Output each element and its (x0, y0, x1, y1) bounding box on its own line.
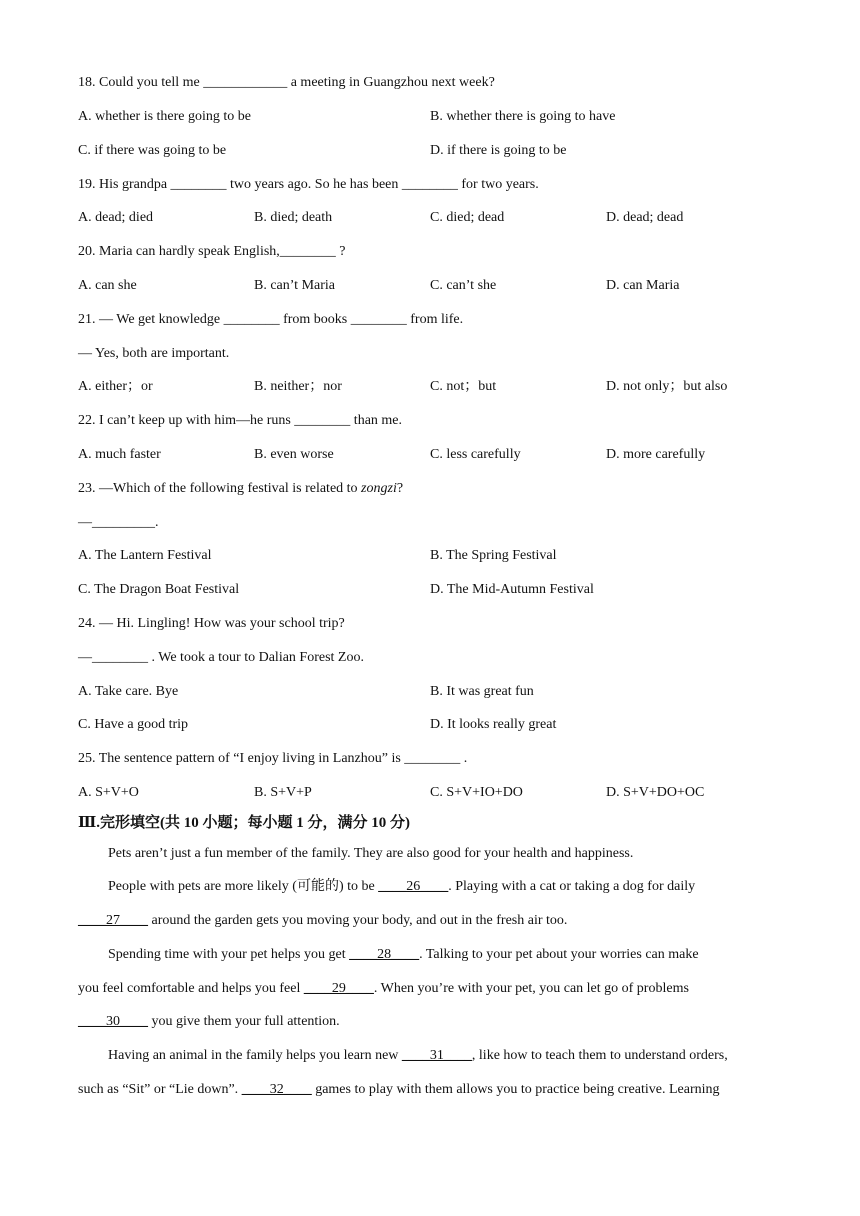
passage-text: People with pets are more likely (可能的) to be (108, 879, 379, 894)
blank-26: ____26____ (378, 879, 449, 894)
q22-option-c: C. less carefully (430, 447, 521, 462)
question-19-stem: 19. His grandpa ________ two years ago. So he has been ________ for two years. (78, 177, 539, 192)
q19-option-c: C. died; dead (430, 210, 505, 225)
q21-option-d: D. not only；but also (606, 379, 728, 394)
q23-stem-italic: zongzi (361, 481, 397, 496)
passage-line-3 (78, 912, 567, 930)
passage-line-5 (78, 980, 689, 998)
passage-text: you feel comfortable and helps you feel (78, 981, 304, 996)
q20-option-a: A. can she (78, 278, 137, 293)
passage-text: , like how to teach them to understand orders, (471, 1048, 728, 1063)
q23-option-a: A. The Lantern Festival (78, 548, 212, 563)
q19-option-d: D. dead; dead (606, 210, 684, 225)
question-24-reply: —________ . We took a tour to Dalian Forest Zoo. (78, 650, 364, 665)
question-21-stem: 21. — We get knowledge ________ from books ________ from life. (78, 312, 464, 327)
question-20-stem: 20. Maria can hardly speak English,________ ? (78, 244, 346, 259)
question-24-stem: 24. — Hi. Lingling! How was your school trip? (78, 616, 345, 631)
passage-text: games to play with them allows you to practice being creative. Learning (311, 1082, 720, 1097)
question-25-stem: 25. The sentence pattern of “I enjoy living in Lanzhou” is ________ . (78, 751, 468, 766)
q20-option-d: D. can Maria (606, 278, 680, 293)
q23-option-c: C. The Dragon Boat Festival (78, 582, 240, 597)
passage-line-8 (78, 1081, 720, 1099)
q19-option-a: A. dead; died (78, 210, 154, 225)
passage-line-2 (108, 878, 695, 896)
q21-option-a: A. either；or (78, 379, 153, 394)
q18-option-a: A. whether is there going to be (78, 109, 252, 124)
passage-text: . Talking to your pet about your worries can make (419, 947, 699, 962)
q25-option-a: A. S+V+O (78, 785, 139, 800)
q21-option-b: B. neither；nor (254, 379, 342, 394)
q24-option-d: D. It looks really great (430, 717, 557, 732)
q21-option-c: C. not；but (430, 379, 497, 394)
blank-28: ____28____ (349, 947, 420, 962)
q22-option-a: A. much faster (78, 447, 161, 462)
blank-32: ____32____ (241, 1082, 312, 1097)
question-22-stem: 22. I can’t keep up with him—he runs ________ than me. (78, 413, 403, 428)
q25-option-b: B. S+V+P (254, 785, 312, 800)
passage-text: around the garden gets you moving your body, and out in the fresh air too. (148, 913, 568, 928)
passage-text: Spending time with your pet helps you get (108, 947, 350, 962)
blank-31: ____31____ (401, 1048, 472, 1063)
q22-option-b: B. even worse (254, 447, 334, 462)
question-23-reply: —_________. (78, 515, 159, 530)
q24-option-b: B. It was great fun (430, 684, 534, 699)
q20-option-b: B. can’t Maria (254, 278, 335, 293)
question-18-stem: 18. Could you tell me ____________ a meeting in Guangzhou next week? (78, 75, 495, 90)
q18-option-d: D. if there is going to be (430, 143, 567, 158)
passage-text: such as “Sit” or “Lie down”. (78, 1082, 242, 1097)
passage-paragraph-1: Pets aren’t just a fun member of the family. They are also good for your health and happiness. (108, 846, 634, 861)
passage-text: Having an animal in the family helps you learn new (108, 1048, 402, 1063)
q23-stem-end: ? (396, 481, 404, 496)
blank-30: ____30____ (78, 1014, 148, 1029)
passage-text: . Playing with a cat or taking a dog for daily (448, 879, 696, 894)
q23-option-b: B. The Spring Festival (430, 548, 557, 563)
q25-option-d: D. S+V+DO+OC (606, 785, 705, 800)
passage-text: . When you’re with your pet, you can let go of problems (373, 981, 689, 996)
section-3-title: Ⅲ.完形填空(共 10 小题；每小题 1 分，满分 10 分) (78, 815, 411, 831)
question-23-stem (78, 480, 403, 498)
passage-text: you give them your full attention. (148, 1014, 340, 1029)
passage-line-7 (108, 1047, 728, 1065)
q20-option-c: C. can’t she (430, 278, 497, 293)
q18-option-c: C. if there was going to be (78, 143, 227, 158)
blank-27: ____27____ (78, 913, 148, 928)
q19-option-b: B. died; death (254, 210, 333, 225)
q22-option-d: D. more carefully (606, 447, 706, 462)
passage-line-4 (108, 946, 699, 964)
passage-line-6 (78, 1013, 340, 1031)
q24-option-c: C. Have a good trip (78, 717, 189, 732)
q23-option-d: D. The Mid-Autumn Festival (430, 582, 594, 597)
q25-option-c: C. S+V+IO+DO (430, 785, 523, 800)
blank-29: ____29____ (303, 981, 374, 996)
q24-option-a: A. Take care. Bye (78, 684, 179, 699)
q23-stem-text: 23. —Which of the following festival is related to (78, 481, 362, 496)
question-21-reply: — Yes, both are important. (78, 346, 230, 361)
q18-option-b: B. whether there is going to have (430, 109, 616, 124)
